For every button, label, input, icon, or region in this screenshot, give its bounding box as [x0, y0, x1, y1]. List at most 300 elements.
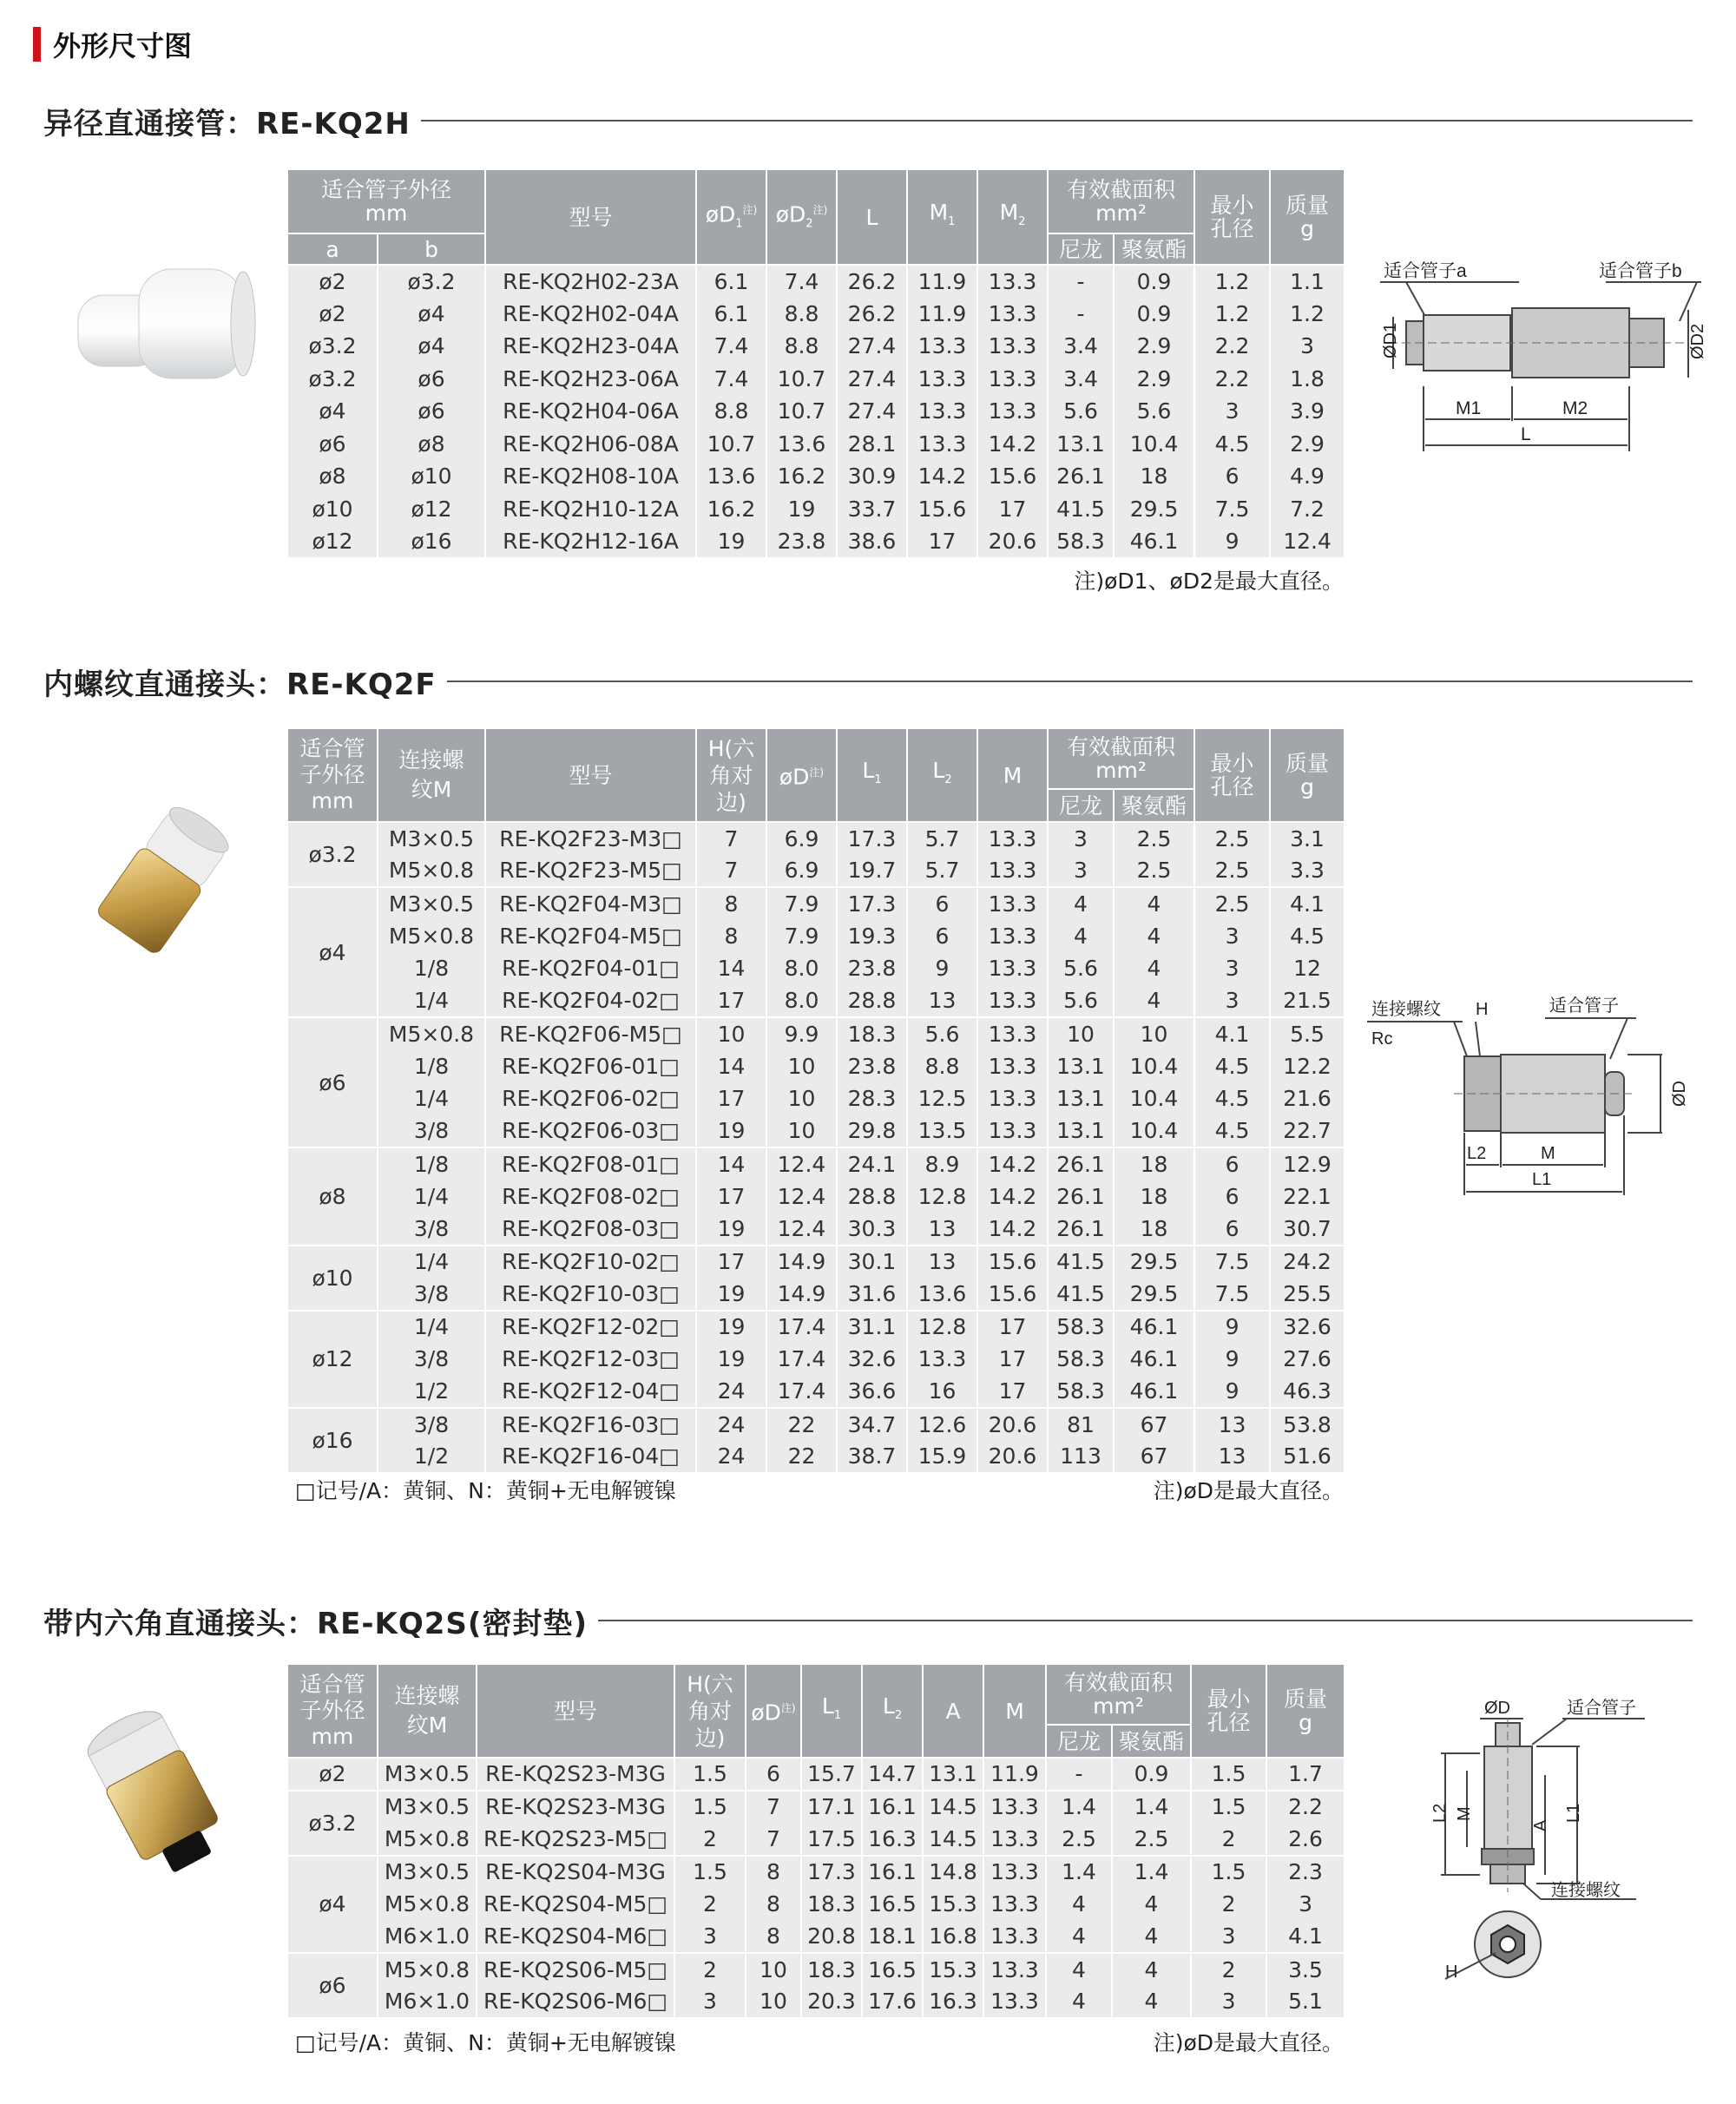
cell-polyurethane: 18 — [1114, 1180, 1194, 1213]
table-row — [287, 1017, 1345, 1050]
cell-min-hole: 2 — [1191, 1888, 1266, 1921]
label-l2: L2 — [1430, 1803, 1450, 1823]
cell-mass: 2.2 — [1266, 1791, 1345, 1824]
cell-thread: M3×0.5 — [378, 887, 485, 920]
cell-a: 15.3 — [923, 1953, 983, 1986]
cell-m: 13.3 — [983, 1921, 1046, 1954]
cell-model: RE-KQ2F06-01□ — [485, 1050, 696, 1083]
cell-nylon: 3.4 — [1048, 330, 1114, 363]
cell-model: RE-KQ2S04-M3G — [477, 1856, 674, 1889]
cell-mass: 30.7 — [1270, 1213, 1345, 1246]
cell-hex-h: 7 — [696, 855, 766, 888]
cell-min-hole: 2.2 — [1194, 363, 1270, 396]
cell-l2: 15.9 — [907, 1441, 977, 1474]
cell-min-hole: 9 — [1194, 1311, 1270, 1344]
kq2f-spec-table — [286, 727, 1345, 1474]
cell-min-hole: 9 — [1194, 1343, 1270, 1376]
cell-thread: M5×0.8 — [378, 1823, 477, 1856]
cell-d: 12.4 — [766, 1147, 837, 1180]
cell-model: RE-KQ2H23-06A — [485, 363, 696, 396]
cell-polyurethane: 2.5 — [1114, 822, 1194, 855]
cell-model: RE-KQ2H10-12A — [485, 493, 696, 526]
th-min-hole: 最小孔径 — [1194, 169, 1270, 265]
cell-model: RE-KQ2F23-M3□ — [485, 822, 696, 855]
cell-nylon: - — [1048, 298, 1114, 331]
cell-polyurethane: 29.5 — [1114, 493, 1194, 526]
cell-hex-h: 17 — [696, 1082, 766, 1115]
cell-l1: 23.8 — [837, 952, 907, 985]
cell-d: 8.0 — [766, 952, 837, 985]
cell-thread: 1/4 — [378, 1180, 485, 1213]
cell-min-hole: 3 — [1194, 985, 1270, 1018]
cell-d2: 16.2 — [766, 460, 837, 493]
cell-polyurethane: 4 — [1112, 1986, 1191, 2019]
cell-min-hole: 2.2 — [1194, 330, 1270, 363]
cell-mass: 22.1 — [1270, 1180, 1345, 1213]
cell-polyurethane: 0.9 — [1114, 298, 1194, 331]
cell-model: RE-KQ2F06-02□ — [485, 1082, 696, 1115]
cell-thread: M3×0.5 — [378, 822, 485, 855]
cell-l1: 17.5 — [801, 1823, 862, 1856]
cell-nylon: 113 — [1048, 1441, 1114, 1474]
th-l2: $L_2$ — [862, 1664, 923, 1758]
cell-mass: 12.9 — [1270, 1147, 1345, 1180]
cell-m: 13.3 — [977, 887, 1048, 920]
cell-thread: M3×0.5 — [378, 1791, 477, 1824]
table-row — [287, 1050, 1345, 1083]
th-effective-area: 有效截面积 mm² — [1046, 1664, 1191, 1725]
cell-a: 14.5 — [923, 1791, 983, 1824]
cell-l2: 13.5 — [907, 1115, 977, 1148]
cell-thread: 1/2 — [378, 1441, 485, 1474]
cell-l1: 32.6 — [837, 1343, 907, 1376]
cell-d: 10 — [766, 1082, 837, 1115]
cell-d: 14.9 — [766, 1246, 837, 1279]
cell-model: RE-KQ2S23-M3G — [477, 1791, 674, 1824]
cell-nylon: 41.5 — [1048, 1246, 1114, 1279]
cell-d: 10 — [766, 1115, 837, 1148]
cell-polyurethane: 0.9 — [1114, 265, 1194, 298]
cell-l1: 36.6 — [837, 1376, 907, 1409]
cell-mass: 46.3 — [1270, 1376, 1345, 1409]
th-m: M — [983, 1664, 1046, 1758]
cell-model: RE-KQ2F10-03□ — [485, 1278, 696, 1311]
table-row — [287, 1343, 1345, 1376]
section-title-kq2f: 内螺纹直通接头：RE-KQ2F — [43, 661, 1693, 701]
cell-model: RE-KQ2F08-03□ — [485, 1213, 696, 1246]
cell-l1: 31.6 — [837, 1278, 907, 1311]
table-row — [287, 1115, 1345, 1148]
cell-m: 13.3 — [983, 1953, 1046, 1986]
cell-tube-b: ø3.2 — [378, 265, 485, 298]
cell-min-hole: 2.5 — [1194, 855, 1270, 888]
th-tube-od: 适合管子外径 mm — [287, 169, 485, 233]
cell-l1: 17.3 — [837, 822, 907, 855]
cell-nylon: 58.3 — [1048, 1376, 1114, 1409]
cell-a: 16.3 — [923, 1986, 983, 2019]
cell-hex-h: 19 — [696, 1311, 766, 1344]
label-m: M — [1455, 1806, 1474, 1821]
cell-m: 14.2 — [977, 1180, 1048, 1213]
th-tube-od: 适合管子外径mm — [287, 1664, 378, 1758]
cell-l2: 16.1 — [862, 1856, 923, 1889]
th-d: $øD^{注)}$ — [746, 1664, 801, 1758]
cell-thread: 1/4 — [378, 1246, 485, 1279]
table-row — [287, 985, 1345, 1018]
cell-min-hole: 2.5 — [1194, 822, 1270, 855]
table-row — [287, 1082, 1345, 1115]
cell-m: 13.3 — [977, 985, 1048, 1018]
cell-mass: 4.1 — [1266, 1921, 1345, 1954]
cell-l2: 12.8 — [907, 1180, 977, 1213]
table-row — [287, 1376, 1345, 1409]
cell-polyurethane: 4 — [1114, 952, 1194, 985]
cell-polyurethane: 10 — [1114, 1017, 1194, 1050]
cell-model: RE-KQ2F12-02□ — [485, 1311, 696, 1344]
cell-l1: 17.3 — [837, 887, 907, 920]
cell-nylon: 13.1 — [1048, 428, 1114, 461]
cell-model: RE-KQ2H02-23A — [485, 265, 696, 298]
cell-hex-h: 14 — [696, 952, 766, 985]
cell-hex-h: 19 — [696, 1115, 766, 1148]
cell-d: 10 — [746, 1986, 801, 2019]
cell-nylon: 13.1 — [1048, 1050, 1114, 1083]
cell-tube-a: ø8 — [287, 460, 378, 493]
cell-model: RE-KQ2S23-M3G — [477, 1758, 674, 1791]
cell-mass: 3.5 — [1266, 1953, 1345, 1986]
cell-l1: 20.3 — [801, 1986, 862, 2019]
cell-l2: 16 — [907, 1376, 977, 1409]
th-thread: 连接螺纹M — [378, 728, 485, 822]
cell-tube-a: ø2 — [287, 265, 378, 298]
cell-nylon: 4 — [1046, 1888, 1112, 1921]
label-thread: 连接螺纹 — [1371, 1000, 1441, 1019]
cell-model: RE-KQ2F04-01□ — [485, 952, 696, 985]
cell-polyurethane: 18 — [1114, 1147, 1194, 1180]
cell-tube-od: ø6 — [287, 1017, 378, 1147]
cell-tube-b: ø6 — [378, 363, 485, 396]
page-title: 外形尺寸图 — [53, 30, 193, 62]
cell-min-hole: 3 — [1191, 1921, 1266, 1954]
cell-m2: 13.3 — [977, 265, 1048, 298]
cell-tube-od: ø4 — [287, 887, 378, 1017]
table-row — [287, 887, 1345, 920]
cell-min-hole: 6 — [1194, 1213, 1270, 1246]
cell-mass: 3.9 — [1270, 395, 1345, 428]
cell-polyurethane: 29.5 — [1114, 1278, 1194, 1311]
cell-m2: 20.6 — [977, 525, 1048, 558]
cell-l1: 23.8 — [837, 1050, 907, 1083]
cell-hex-h: 17 — [696, 985, 766, 1018]
cell-l1: 15.7 — [801, 1758, 862, 1791]
cell-l1: 17.1 — [801, 1791, 862, 1824]
label-l1: L1 — [1532, 1170, 1552, 1189]
cell-l2: 16.3 — [862, 1823, 923, 1856]
cell-hex-h: 17 — [696, 1246, 766, 1279]
table-row — [287, 428, 1345, 461]
cell-hex-h: 2 — [674, 1823, 746, 1856]
th-a: a — [287, 233, 378, 265]
cell-l2: 17.6 — [862, 1986, 923, 2019]
cell-mass: 5.1 — [1266, 1986, 1345, 2019]
cell-polyurethane: 46.1 — [1114, 1376, 1194, 1409]
cell-d2: 10.7 — [766, 363, 837, 396]
cell-model: RE-KQ2F06-03□ — [485, 1115, 696, 1148]
cell-nylon: 1.4 — [1046, 1791, 1112, 1824]
cell-hex-h: 1.5 — [674, 1791, 746, 1824]
cell-l1: 29.8 — [837, 1115, 907, 1148]
cell-l: 27.4 — [837, 363, 907, 396]
cell-polyurethane: 2.9 — [1114, 330, 1194, 363]
cell-thread: M5×0.8 — [378, 920, 485, 953]
cell-m: 13.3 — [977, 1082, 1048, 1115]
cell-tube-od: ø6 — [287, 1953, 378, 2018]
cell-polyurethane: 46.1 — [1114, 525, 1194, 558]
cell-model: RE-KQ2S06-M6□ — [477, 1986, 674, 2019]
kq2s-footnote: 注)øD是最大直径。 — [1153, 2030, 1344, 2055]
cell-d: 17.4 — [766, 1376, 837, 1409]
table-row — [287, 493, 1345, 526]
cell-polyurethane: 4 — [1114, 887, 1194, 920]
cell-thread: 1/8 — [378, 1050, 485, 1083]
label-tube: 适合管子 — [1567, 1699, 1636, 1718]
label-d1: ØD1 — [1381, 322, 1400, 358]
cell-l2: 6 — [907, 887, 977, 920]
cell-model: RE-KQ2H23-04A — [485, 330, 696, 363]
cell-min-hole: 3 — [1194, 952, 1270, 985]
th-a: A — [923, 1664, 983, 1758]
title-rule — [447, 681, 1693, 682]
cell-model: RE-KQ2F08-01□ — [485, 1147, 696, 1180]
cell-mass: 1.8 — [1270, 363, 1345, 396]
table-row — [287, 1441, 1345, 1474]
cell-l2: 16.5 — [862, 1888, 923, 1921]
label-l: L — [1521, 424, 1531, 444]
cell-hex-h: 14 — [696, 1147, 766, 1180]
cell-m: 14.2 — [977, 1147, 1048, 1180]
cell-min-hole: 4.5 — [1194, 1082, 1270, 1115]
cell-tube-od: ø4 — [287, 1856, 378, 1954]
cell-min-hole: 1.2 — [1194, 265, 1270, 298]
cell-l: 27.4 — [837, 330, 907, 363]
cell-l2: 13.3 — [907, 1343, 977, 1376]
section-title-kq2h: 异径直通接管：RE-KQ2H — [43, 101, 1693, 141]
table-row — [287, 395, 1345, 428]
cell-nylon: 2.5 — [1046, 1823, 1112, 1856]
th-l1: $L_1$ — [837, 728, 907, 822]
cell-hex-h: 24 — [696, 1376, 766, 1409]
cell-hex-h: 24 — [696, 1441, 766, 1474]
cell-hex-h: 24 — [696, 1408, 766, 1441]
cell-l2: 13.6 — [907, 1278, 977, 1311]
cell-m2: 13.3 — [977, 395, 1048, 428]
cell-l1: 34.7 — [837, 1408, 907, 1441]
cell-polyurethane: 4 — [1114, 985, 1194, 1018]
kq2f-dimension-drawing — [1367, 994, 1706, 1202]
cell-l: 38.6 — [837, 525, 907, 558]
cell-m: 13.3 — [977, 855, 1048, 888]
cell-d2: 8.8 — [766, 298, 837, 331]
table-row — [287, 1213, 1345, 1246]
cell-thread: 3/8 — [378, 1278, 485, 1311]
cell-m1: 13.3 — [907, 395, 977, 428]
cell-polyurethane: 10.4 — [1114, 1050, 1194, 1083]
cell-nylon: 26.1 — [1048, 1180, 1114, 1213]
label-l2: L2 — [1467, 1144, 1487, 1163]
cell-m: 17 — [977, 1376, 1048, 1409]
cell-mass: 1.7 — [1266, 1758, 1345, 1791]
cell-tube-a: ø3.2 — [287, 330, 378, 363]
cell-polyurethane: 2.9 — [1114, 363, 1194, 396]
cell-model: RE-KQ2F06-M5□ — [485, 1017, 696, 1050]
cell-polyurethane: 4 — [1112, 1921, 1191, 1954]
cell-model: RE-KQ2H04-06A — [485, 395, 696, 428]
cell-m: 13.3 — [977, 1050, 1048, 1083]
cell-mass: 3.3 — [1270, 855, 1345, 888]
cell-tube-b: ø4 — [378, 330, 485, 363]
page-header — [33, 26, 192, 62]
cell-a: 14.8 — [923, 1856, 983, 1889]
th-min-hole: 最小孔径 — [1191, 1664, 1266, 1758]
cell-m2: 13.3 — [977, 330, 1048, 363]
cell-model: RE-KQ2F16-04□ — [485, 1441, 696, 1474]
cell-d2: 13.6 — [766, 428, 837, 461]
cell-mass: 2.6 — [1266, 1823, 1345, 1856]
table-row — [287, 330, 1345, 363]
label-tube-a: 适合管子a — [1384, 261, 1467, 281]
table-row — [287, 1246, 1345, 1279]
cell-nylon: - — [1048, 265, 1114, 298]
cell-nylon: 4 — [1046, 1953, 1112, 1986]
cell-m1: 11.9 — [907, 265, 977, 298]
cell-min-hole: 3 — [1191, 1986, 1266, 2019]
cell-d1: 10.7 — [696, 428, 766, 461]
label-rc: Rc — [1371, 1029, 1393, 1049]
table-row — [287, 1758, 1345, 1791]
cell-nylon: 5.6 — [1048, 952, 1114, 985]
cell-thread: M5×0.8 — [378, 1953, 477, 1986]
cell-hex-h: 8 — [696, 920, 766, 953]
cell-hex-h: 3 — [674, 1921, 746, 1954]
cell-d: 7.9 — [766, 887, 837, 920]
th-d: $øD^{注)}$ — [766, 728, 837, 822]
cell-m: 13.3 — [983, 1856, 1046, 1889]
cell-d: 7 — [746, 1791, 801, 1824]
label-thread: 连接螺纹 — [1551, 1881, 1621, 1900]
cell-l: 28.1 — [837, 428, 907, 461]
cell-l1: 30.1 — [837, 1246, 907, 1279]
cell-min-hole: 7.5 — [1194, 1246, 1270, 1279]
kq2h-product-photo — [69, 234, 260, 399]
title-rule — [598, 1620, 1693, 1621]
th-m1: $M_1$ — [907, 169, 977, 265]
cell-l1: 18.3 — [801, 1953, 862, 1986]
th-m2: $M_2$ — [977, 169, 1048, 265]
kq2h-footnote: 注)øD1、øD2是最大直径。 — [1074, 569, 1344, 594]
cell-model: RE-KQ2H12-16A — [485, 525, 696, 558]
cell-model: RE-KQ2S04-M6□ — [477, 1921, 674, 1954]
cell-model: RE-KQ2S06-M5□ — [477, 1953, 674, 1986]
cell-m: 17 — [977, 1311, 1048, 1344]
label-a: A — [1531, 1819, 1550, 1831]
cell-hex-h: 8 — [696, 887, 766, 920]
cell-d2: 19 — [766, 493, 837, 526]
cell-tube-od: ø3.2 — [287, 822, 378, 887]
cell-l2: 14.7 — [862, 1758, 923, 1791]
kq2s-dimension-drawing — [1393, 1693, 1680, 1988]
cell-d1: 7.4 — [696, 363, 766, 396]
cell-thread: M5×0.8 — [378, 1888, 477, 1921]
table-row — [287, 952, 1345, 985]
cell-a: 13.1 — [923, 1758, 983, 1791]
cell-m: 15.6 — [977, 1246, 1048, 1279]
cell-model: RE-KQ2F12-04□ — [485, 1376, 696, 1409]
th-min-hole: 最小孔径 — [1194, 728, 1270, 822]
th-effective-area: 有效截面积 mm² — [1048, 728, 1194, 789]
cell-tube-b: ø16 — [378, 525, 485, 558]
cell-m: 20.6 — [977, 1408, 1048, 1441]
cell-thread: 3/8 — [378, 1115, 485, 1148]
th-d2: $øD_2^{注)}$ — [766, 169, 837, 265]
label-m: M — [1541, 1144, 1555, 1163]
cell-tube-b: ø10 — [378, 460, 485, 493]
cell-thread: 1/4 — [378, 985, 485, 1018]
cell-l1: 19.7 — [837, 855, 907, 888]
cell-mass: 1.2 — [1270, 298, 1345, 331]
cell-l1: 28.8 — [837, 1180, 907, 1213]
cell-nylon: 3 — [1048, 855, 1114, 888]
cell-m: 14.2 — [977, 1213, 1048, 1246]
cell-d: 8.0 — [766, 985, 837, 1018]
cell-hex-h: 7 — [696, 822, 766, 855]
cell-l1: 30.3 — [837, 1213, 907, 1246]
cell-tube-a: ø3.2 — [287, 363, 378, 396]
cell-thread: M3×0.5 — [378, 1856, 477, 1889]
cell-polyurethane: 10.4 — [1114, 428, 1194, 461]
table-row — [287, 298, 1345, 331]
cell-nylon: 41.5 — [1048, 493, 1114, 526]
title-rule — [421, 120, 1693, 122]
cell-m2: 14.2 — [977, 428, 1048, 461]
cell-l2: 8.8 — [907, 1050, 977, 1083]
kq2f-symbol-note: □记号/A：黄铜、N：黄铜+无电解镀镍 — [295, 1478, 676, 1503]
cell-a: 15.3 — [923, 1888, 983, 1921]
cell-d: 9.9 — [766, 1017, 837, 1050]
cell-tube-a: ø10 — [287, 493, 378, 526]
cell-d1: 19 — [696, 525, 766, 558]
cell-l: 30.9 — [837, 460, 907, 493]
cell-thread: 1/4 — [378, 1082, 485, 1115]
cell-m: 17 — [977, 1343, 1048, 1376]
cell-l1: 28.3 — [837, 1082, 907, 1115]
cell-l: 26.2 — [837, 298, 907, 331]
cell-mass: 2.3 — [1266, 1856, 1345, 1889]
th-mass: 质量 g — [1266, 1664, 1345, 1758]
cell-model: RE-KQ2H08-10A — [485, 460, 696, 493]
cell-polyurethane: 2.5 — [1114, 855, 1194, 888]
cell-thread: M5×0.8 — [378, 1017, 485, 1050]
cell-d: 12.4 — [766, 1213, 837, 1246]
cell-tube-b: ø4 — [378, 298, 485, 331]
table-row — [287, 1856, 1345, 1889]
cell-hex-h: 2 — [674, 1888, 746, 1921]
cell-polyurethane: 1.4 — [1112, 1856, 1191, 1889]
cell-hex-h: 1.5 — [674, 1758, 746, 1791]
cell-model: RE-KQ2F04-02□ — [485, 985, 696, 1018]
cell-m: 15.6 — [977, 1278, 1048, 1311]
cell-d: 22 — [766, 1441, 837, 1474]
label-m1: M1 — [1456, 398, 1482, 418]
